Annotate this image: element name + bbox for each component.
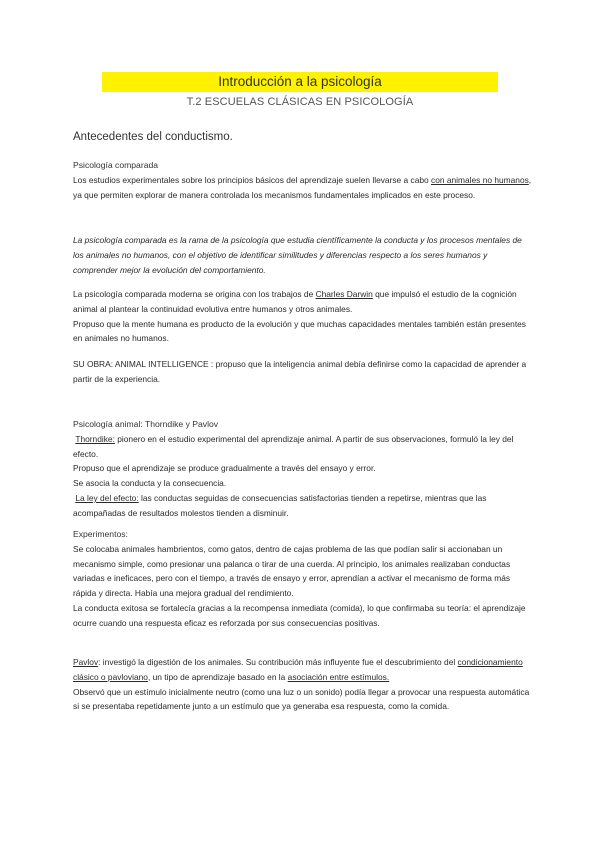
animal-line-2: Propuso que el aprendizaje se produce gradualmente a través del ensayo y error. <box>73 463 376 474</box>
thorndike-label[interactable]: Thorndike: <box>75 433 115 444</box>
animal-block <box>73 417 533 521</box>
comparada-paragraph-4: SU OBRA: ANIMAL INTELLIGENCE : propuso que la inteligencia animal debía definirse como la capacidad de aprender a partir de la experiencia. <box>73 359 527 384</box>
text-span: : investigó la digestión de los animales. Su contribución más influyente fue el descubrimiento del <box>98 657 458 667</box>
comparada-paragraph-1 <box>73 173 533 203</box>
condicionamiento-clasico-link[interactable]: condicionamiento clásico o pavloviano <box>73 657 523 682</box>
animal-heading: Psicología animal: Thorndike y Pavlov <box>73 419 219 429</box>
page-subtitle: T.2 ESCUELAS CLÁSICAS EN PSICOLOGÍA <box>186 96 414 108</box>
charles-darwin-link[interactable]: Charles Darwin <box>315 289 373 299</box>
animales-no-humanos-link[interactable]: con animales no humanos <box>431 174 529 185</box>
pavlov-paragraph <box>73 655 533 685</box>
comparada-paragraph-2 <box>73 287 533 317</box>
experimentos-heading: Experimentos: <box>73 529 128 539</box>
experimentos-paragraph-2: La conducta exitosa se fortalecía gracias a la recompensa inmediata (comida), lo que confirmaba su teoría: el aprendizaje ocurre cuando una respuesta eficaz es reforzada por sus consecuencias positivas. <box>73 602 526 628</box>
text-span: pionero en el estudio experimental del aprendizaje animal. A partir de sus observaciones, formuló la ley del efecto. <box>73 433 514 459</box>
animal-line-3: Se asocia la conducta y la consecuencia. <box>73 478 227 489</box>
text-span: , ya que permiten explorar de manera controlada los mecanismos fundamentales implicados en este proceso. <box>73 174 532 200</box>
ley-del-efecto-label[interactable]: La ley del efecto: <box>75 492 139 503</box>
comparada-history <box>73 287 533 346</box>
pavlov-paragraph-2: Observó que un estímulo inicialmente neutro (como una luz o un sonido) podía llegar a provocar una respuesta automática si se presentaba repetidamente junto a un estímulo que ya generaba esa respuesta, como la comida. <box>73 686 530 712</box>
pavlov-block <box>73 655 533 714</box>
experimentos-block <box>73 527 533 631</box>
comparada-paragraph-3: Propuso que la mente humana es producto de la evolución y que muchas capacidades mentales también están presentes en animales no humanos. <box>73 318 526 344</box>
text-span: , un tipo de aprendizaje basado en la <box>147 671 288 682</box>
text-span: La psicología comparada moderna se origina con los trabajos de <box>73 289 316 299</box>
text-span: Los estudios experimentales sobre los principios básicos del aprendizaje suelen llevarse a cabo <box>73 174 432 185</box>
experimentos-paragraph-1: Se colocaba animales hambrientos, como gatos, dentro de cajas problema de las que podían salir si accionaban un mecanismo simple, como presionar una palanca o tirar de una cuerda. Al principio, los animales realizaban conductas variadas e ineficaces, pero con el tiempo, a través de ensayo y error, aprendían a activar el mecanismo de forma más rápida y directa. Había una mejora gradual del rendimiento. <box>73 543 511 599</box>
section-heading: Antecedentes del conductismo. <box>73 131 233 143</box>
text-span: las conductas seguidas de consecuencias satisfactorias tienden a repetirse, mientras que las acompañadas de resultados molestos tienden a disminuir. <box>73 492 487 518</box>
pavlov-label[interactable]: Pavlov <box>73 657 99 667</box>
ley-del-efecto-paragraph <box>73 491 533 521</box>
comparada-definition: La psicología comparada es la rama de la psicología que estudia científicamente la conducta y los procesos mentales de los animales no humanos, con el objetivo de identificar similitudes y diferencias respecto a los seres humanos y comprender mejor la evolución del comportamiento. <box>73 235 522 275</box>
comparada-block <box>73 158 533 202</box>
thorndike-paragraph <box>73 432 533 462</box>
text-span: que impulsó el estudio de la cognición animal al plantear la continuidad evolutiva entre humanos y otros animales. <box>73 289 517 314</box>
comparada-heading: Psicología comparada <box>73 160 159 170</box>
asociacion-estimulos-link[interactable]: asociación entre estímulos. <box>287 671 390 682</box>
page-title: Introducción a la psicología <box>102 72 498 92</box>
